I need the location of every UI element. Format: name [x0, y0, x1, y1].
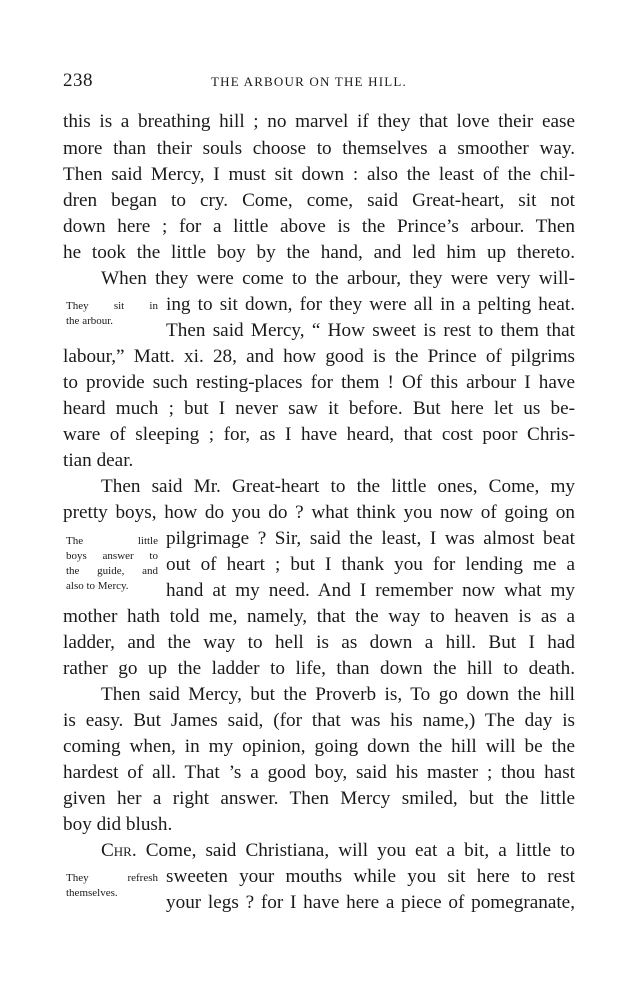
body-line: heard much ; but I never saw it before. But here let us be- [63, 398, 575, 419]
body-line: hand at my need. And I remember now what my [166, 580, 575, 601]
margin-note-line: the arbour. [66, 315, 114, 327]
body-line: Then said Mercy, I must sit down : also the least of the chil- [63, 164, 575, 185]
body-line: he took the little boy by the hand, and led him up thereto. [63, 242, 575, 263]
body-line: pretty boys, how do you do ? what think you now of going on [63, 502, 575, 523]
body-line: coming when, in my opinion, going down the hill will be the [63, 736, 575, 757]
body-line: tian dear. [63, 450, 134, 471]
page-number: 238 [63, 70, 93, 91]
body-line: Then said Mr. Great-heart to the little ones, Come, my [101, 476, 575, 497]
margin-note-line: The little [66, 535, 158, 547]
margin-note-line: also to Mercy. [66, 580, 129, 592]
body-line: ladder, and the way to hell is as down a hill. But I had [63, 632, 575, 653]
body-line: Then said Mercy, “ How sweet is rest to them that [166, 320, 575, 341]
margin-note-line: They sit in [66, 300, 158, 312]
body-line: labour,” Matt. xi. 28, and how good is the Prince of pilgrims [63, 346, 575, 367]
body-line: mother hath told me, namely, that the way to heaven is as a [63, 606, 575, 627]
body-line: ware of sleeping ; for, as I have heard, that cost poor Chris- [63, 424, 575, 445]
body-line: pilgrimage ? Sir, said the least, I was almost beat [166, 528, 575, 549]
body-line: ing to sit down, for they were all in a pelting heat. [166, 294, 575, 315]
body-line: rather go up the ladder to life, than down the hill to death. [63, 658, 575, 679]
body-line: your legs ? for I have here a piece of pomegranate, [166, 892, 575, 913]
running-header [63, 70, 575, 100]
body-line: out of heart ; but I thank you for lending me a [166, 554, 575, 575]
body-line: Then said Mercy, but the Proverb is, To go down the hill [101, 684, 575, 705]
margin-note [66, 534, 158, 594]
body-line [101, 839, 575, 863]
body-line: given her a right answer. Then Mercy smiled, but the little [63, 788, 575, 809]
body-line: boy did blush. [63, 814, 173, 835]
body-line: hardest of all. That ’s a good boy, said his master ; thou hast [63, 762, 575, 783]
margin-note-line: themselves. [66, 887, 118, 899]
body-line: to provide such resting-places for them ! Of this arbour I have [63, 372, 575, 393]
margin-note-line: They refresh [66, 872, 158, 884]
body-line-text: Come, said Christiana, will you eat a bit, a little to [145, 840, 575, 861]
margin-note-line: the guide, and [66, 565, 158, 577]
body-line: sweeten your mouths while you sit here to rest [166, 866, 575, 887]
body-line: this is a breathing hill ; no marvel if they that love their ease [63, 111, 575, 132]
margin-note [66, 299, 158, 329]
body-line: is easy. But James said, (for that was his name,) The day is [63, 710, 575, 731]
body-line: dren began to cry. Come, come, said Great-heart, sit not [63, 190, 575, 211]
body-line: more than their souls choose to themselves a smoother way. [63, 138, 575, 159]
margin-note [66, 871, 158, 901]
running-title: THE ARBOUR ON THE HILL. [211, 74, 407, 89]
margin-note-line: boys answer to [66, 550, 158, 562]
body-line: When they were come to the arbour, they were very will- [101, 268, 575, 289]
speaker-label: Chr. [101, 840, 137, 861]
body-line: down here ; for a little above is the Prince’s arbour. Then [63, 216, 575, 237]
